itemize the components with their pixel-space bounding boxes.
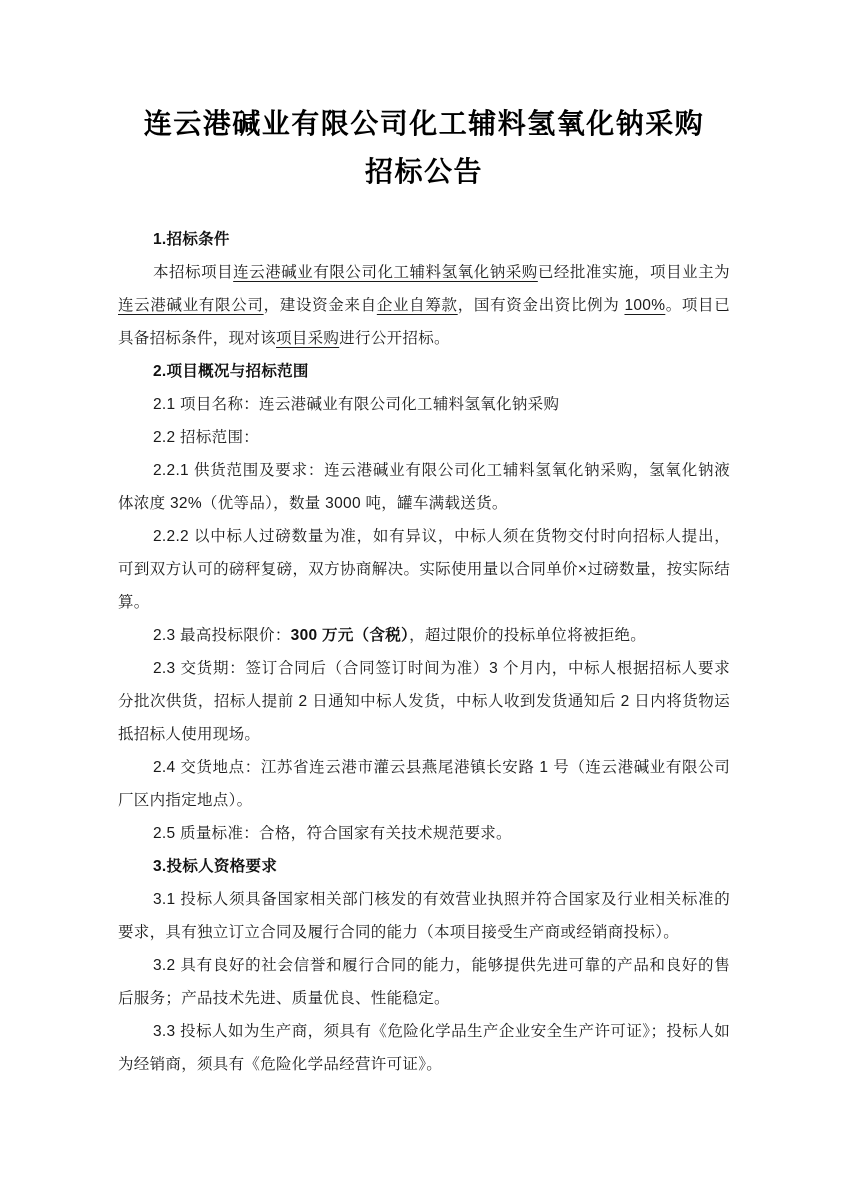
underlined-run: 项目采购 — [276, 330, 340, 347]
paragraph — [118, 256, 730, 355]
text-run: ，建设资金来自 — [263, 297, 377, 314]
paragraph — [118, 751, 730, 817]
text-run: 2.2 招标范围： — [153, 429, 260, 446]
section-heading: 3.投标人资格要求 — [153, 858, 278, 875]
text-run: 。项目已具备招标条件，现对该 — [118, 297, 731, 347]
paragraph — [118, 1015, 730, 1081]
paragraph — [118, 454, 730, 520]
paragraph — [118, 421, 730, 454]
document-title-line-2: 招标公告 — [364, 156, 483, 187]
underlined-run: 100% — [624, 297, 666, 314]
document-body — [118, 223, 730, 1081]
text-run: 3.3 投标人如为生产商，须具有《危险化学品生产企业安全生产许可证》；投标人如为经销商，须具有《危险化学品经营许可证》。 — [118, 1023, 730, 1073]
section-heading: 2.项目概况与招标范围 — [153, 363, 309, 380]
text-run: 3.1 投标人须具备国家相关部门核发的有效营业执照并符合国家及行业相关标准的要求，具有独立订立合同及履行合同的能力（本项目接受生产商或经销商投标）。 — [118, 891, 730, 941]
paragraph — [118, 520, 730, 619]
text-run: 2.1 项目名称：连云港碱业有限公司化工辅料氢氧化钠采购 — [153, 396, 560, 413]
text-run: 2.3 交货期：签订合同后（合同签订时间为准）3 个月内，中标人根据招标人要求分批次供货，招标人提前 2 日通知中标人发货，中标人收到发货通知后 2 日内将货物运抵招标人使用现场。 — [118, 660, 730, 743]
text-run: ，国有资金出资比例为 — [457, 297, 625, 314]
text-run: 2.5 质量标准：合格，符合国家有关技术规范要求。 — [153, 825, 512, 842]
section-heading: 1.招标条件 — [153, 231, 230, 248]
document-title — [118, 100, 730, 196]
text-run: 进行公开招标。 — [339, 330, 450, 347]
text-run: 2.2.1 供货范围及要求：连云港碱业有限公司化工辅料氢氧化钠采购，氢氧化钠液体浓度 32%（优等品），数量 3000 吨，罐车满载送货。 — [118, 462, 730, 512]
underlined-run: 连云港碱业有限公司化工辅料氢氧化钠采购 — [233, 264, 538, 281]
paragraph — [118, 619, 730, 652]
underlined-run: 企业自筹款 — [376, 297, 458, 314]
paragraph — [118, 652, 730, 751]
paragraph — [118, 388, 730, 421]
text-run: 3.2 具有良好的社会信誉和履行合同的能力，能够提供先进可靠的产品和良好的售后服务；产品技术先进、质量优良、性能稳定。 — [118, 957, 730, 1007]
paragraph — [118, 883, 730, 949]
document-title-line-1: 连云港碱业有限公司化工辅料氢氧化钠采购 — [143, 108, 705, 139]
text-run: 已经批准实施，项目业主为 — [537, 264, 730, 281]
text-run: 2.3 最高投标限价： — [153, 627, 291, 644]
text-run: 2.2.2 以中标人过磅数量为准，如有异议，中标人须在货物交付时向招标人提出，可到双方认可的磅秤复磅，双方协商解决。实际使用量以合同单价×过磅数量，按实际结算。 — [118, 528, 730, 611]
text-run: 2.4 交货地点：江苏省连云港市灌云县燕尾港镇长安路 1 号（连云港碱业有限公司厂区内指定地点）。 — [118, 759, 730, 809]
paragraph — [118, 949, 730, 1015]
text-run: ，超过限价的投标单位将被拒绝。 — [409, 627, 647, 644]
text-run: 本招标项目 — [153, 264, 234, 281]
bold-run: 300 万元（含税） — [290, 627, 410, 644]
underlined-run: 连云港碱业有限公司 — [118, 297, 264, 314]
paragraph — [118, 817, 730, 850]
